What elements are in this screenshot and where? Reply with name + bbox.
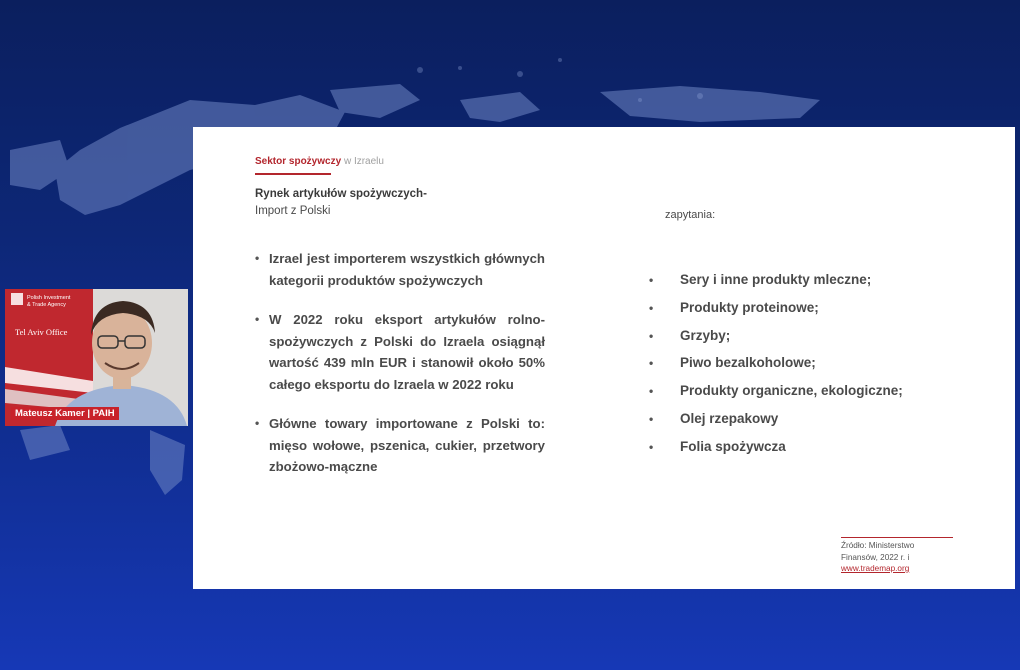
bullet-icon: • — [255, 312, 260, 326]
slide-title: Rynek artykułów spożywczych- — [255, 188, 427, 200]
presentation-slide — [193, 127, 1015, 589]
webcam-tile[interactable] — [5, 289, 188, 426]
office-label: Tel Aviv Office — [15, 327, 68, 337]
bullet-icon: • — [649, 273, 654, 287]
webcam-video — [5, 289, 188, 426]
source-line-2: Finansów, 2022 r. i — [841, 552, 910, 562]
left-bullet-list — [255, 248, 545, 496]
bullet-text: Grzyby; — [680, 327, 731, 343]
bullet-icon: • — [649, 439, 654, 454]
right-bullet-list — [649, 269, 903, 464]
list-item — [649, 436, 903, 464]
bullet-icon: • — [649, 411, 654, 426]
bullet-icon: • — [255, 416, 260, 430]
list-item — [649, 380, 903, 408]
list-item — [255, 309, 545, 395]
list-item — [649, 269, 903, 297]
source-divider — [841, 537, 953, 538]
bullet-text: Olej rzepakowy — [680, 410, 779, 426]
section-label-accent: Sektor spożywczy — [255, 156, 342, 167]
bullet-text: W 2022 roku eksport artykułów rolno-spożywczych z Polski do Izraela osiągnął wartość 439 mln EUR i stanowił około 50% całego eksportu do Izraela w 2022 roku — [269, 312, 545, 392]
list-item — [255, 413, 545, 478]
bullet-text: Piwo bezalkoholowe; — [680, 355, 816, 371]
list-item — [649, 408, 903, 436]
bullet-icon: • — [649, 328, 654, 343]
bullet-icon: • — [649, 384, 654, 399]
slide-subtitle: Import z Polski — [255, 205, 331, 217]
list-item — [649, 297, 903, 325]
bullet-text: Izrael jest importerem wszystkich głównych kategorii produktów spożywczych — [269, 251, 545, 288]
list-item — [649, 352, 903, 380]
section-underline — [255, 173, 331, 175]
list-item — [255, 248, 545, 291]
bullet-icon: • — [649, 356, 654, 371]
section-label — [255, 156, 384, 167]
bullet-text: Produkty organiczne, ekologiczne; — [680, 383, 903, 399]
bullet-text: Folia spożywcza — [680, 438, 786, 454]
bullet-icon: • — [649, 300, 654, 315]
source-link[interactable]: www.trademap.org — [841, 564, 910, 573]
banner-line-2: & Trade Agency — [27, 302, 66, 308]
participant-name-tag: Mateusz Kamer | PAIH — [11, 407, 119, 420]
right-column-header: zapytania: — [665, 209, 716, 221]
bullet-text: Sery i inne produkty mleczne; — [680, 272, 872, 287]
source-citation — [841, 540, 971, 575]
source-line-1: Źródło: Ministerstwo — [841, 541, 915, 550]
bullet-text: Główne towary importowane z Polski to: mięso wołowe, pszenica, cukier, przetwory zbożowo-mączne — [269, 416, 545, 474]
list-item — [649, 325, 903, 353]
bullet-icon: • — [255, 251, 260, 265]
section-label-muted: w Izraelu — [343, 156, 384, 167]
bullet-text: Produkty proteinowe; — [680, 299, 819, 315]
banner-line-1: Polish Investment — [27, 295, 71, 301]
